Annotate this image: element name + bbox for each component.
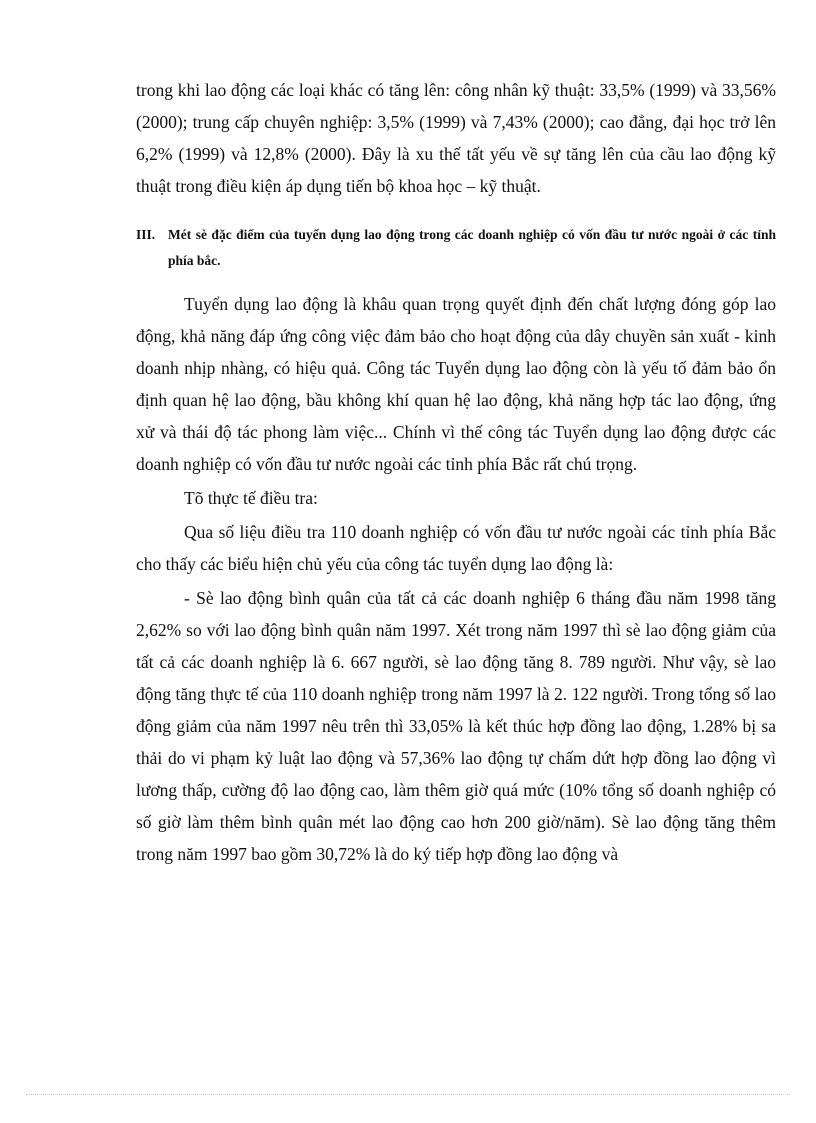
paragraph-recruitment: Tuyển dụng lao động là khâu quan trọng quyết định đến chất lượng đóng góp lao động, khả năng đáp ứng công việc đảm bảo cho hoạt động của dây chuyền sản xuất - kinh doanh nhịp nhàng, có hiệu quả. Công tác Tuyển dụng lao động còn là yếu tố đảm bảo ổn định quan hệ lao động, bầu không khí quan hệ lao động, khả năng hợp tác lao động, ứng xử và thái độ tác phong làm việc... Chính vì thế công tác Tuyển dụng lao động được các doanh nghiệp có vốn đầu tư nước ngoài các tỉnh phía Bắc rất chú trọng. xyxy=(136,294,776,474)
section-number: III. xyxy=(136,227,156,242)
paragraph-labor-statistics: - Sè lao động bình quân của tất cả các doanh nghiệp 6 tháng đầu năm 1998 tăng 2,62% so với lao động bình quân năm 1997. Xét trong năm 1997 thì sè lao động giảm của tất cả các doanh nghiệp là 6. 667 người, sè lao động tăng 8. 789 người. Như vậy, sè lao động tăng thực tế của 110 doanh nghiệp trong năm 1997 là 2. 122 người. Trong tổng số lao động giảm của năm 1997 nêu trên thì 33,05% là kết thúc hợp đồng lao động, 1.28% bị sa thải do vi phạm kỷ luật lao động và 57,36% lao động tự chấm dứt hợp đồng lao động vì lương thấp, cường độ lao động cao, làm thêm giờ quá mức (10% tổng số doanh nghiệp có số giờ làm thêm bình quân mét lao động cao hơn 200 giờ/năm). Sè lao động tăng thêm trong năm 1997 bao gồm 30,72% là do ký tiếp hợp đồng lao động và xyxy=(136,588,776,864)
section-heading xyxy=(136,222,776,274)
document-page xyxy=(136,74,776,870)
paragraph-continuation: trong khi lao động các loại khác có tăng lên: công nhân kỹ thuật: 33,5% (1999) và 33,56% (2000); trung cấp chuyên nghiệp: 3,5% (1999) và 7,43% (2000); cao đẳng, đại học trở lên 6,2% (1999) và 12,8% (2000). Đây là xu thế tất yếu về sự tăng lên của cầu lao động kỹ thuật trong điều kiện áp dụng tiến bộ khoa học – kỹ thuật. xyxy=(136,80,776,196)
footer-dotted-rule xyxy=(26,1094,790,1095)
section-title: Mét sè đặc điểm của tuyển dụng lao động trong các doanh nghiệp có vốn đầu tư nước ngoài ở các tỉnh phía bắc. xyxy=(168,227,776,268)
paragraph-survey-intro: Tõ thực tế điều tra: xyxy=(184,488,318,508)
paragraph-survey-summary: Qua số liệu điều tra 110 doanh nghiệp có vốn đầu tư nước ngoài các tỉnh phía Bắc cho thấy các biểu hiện chủ yếu của công tác tuyển dụng lao động là: xyxy=(136,522,776,574)
